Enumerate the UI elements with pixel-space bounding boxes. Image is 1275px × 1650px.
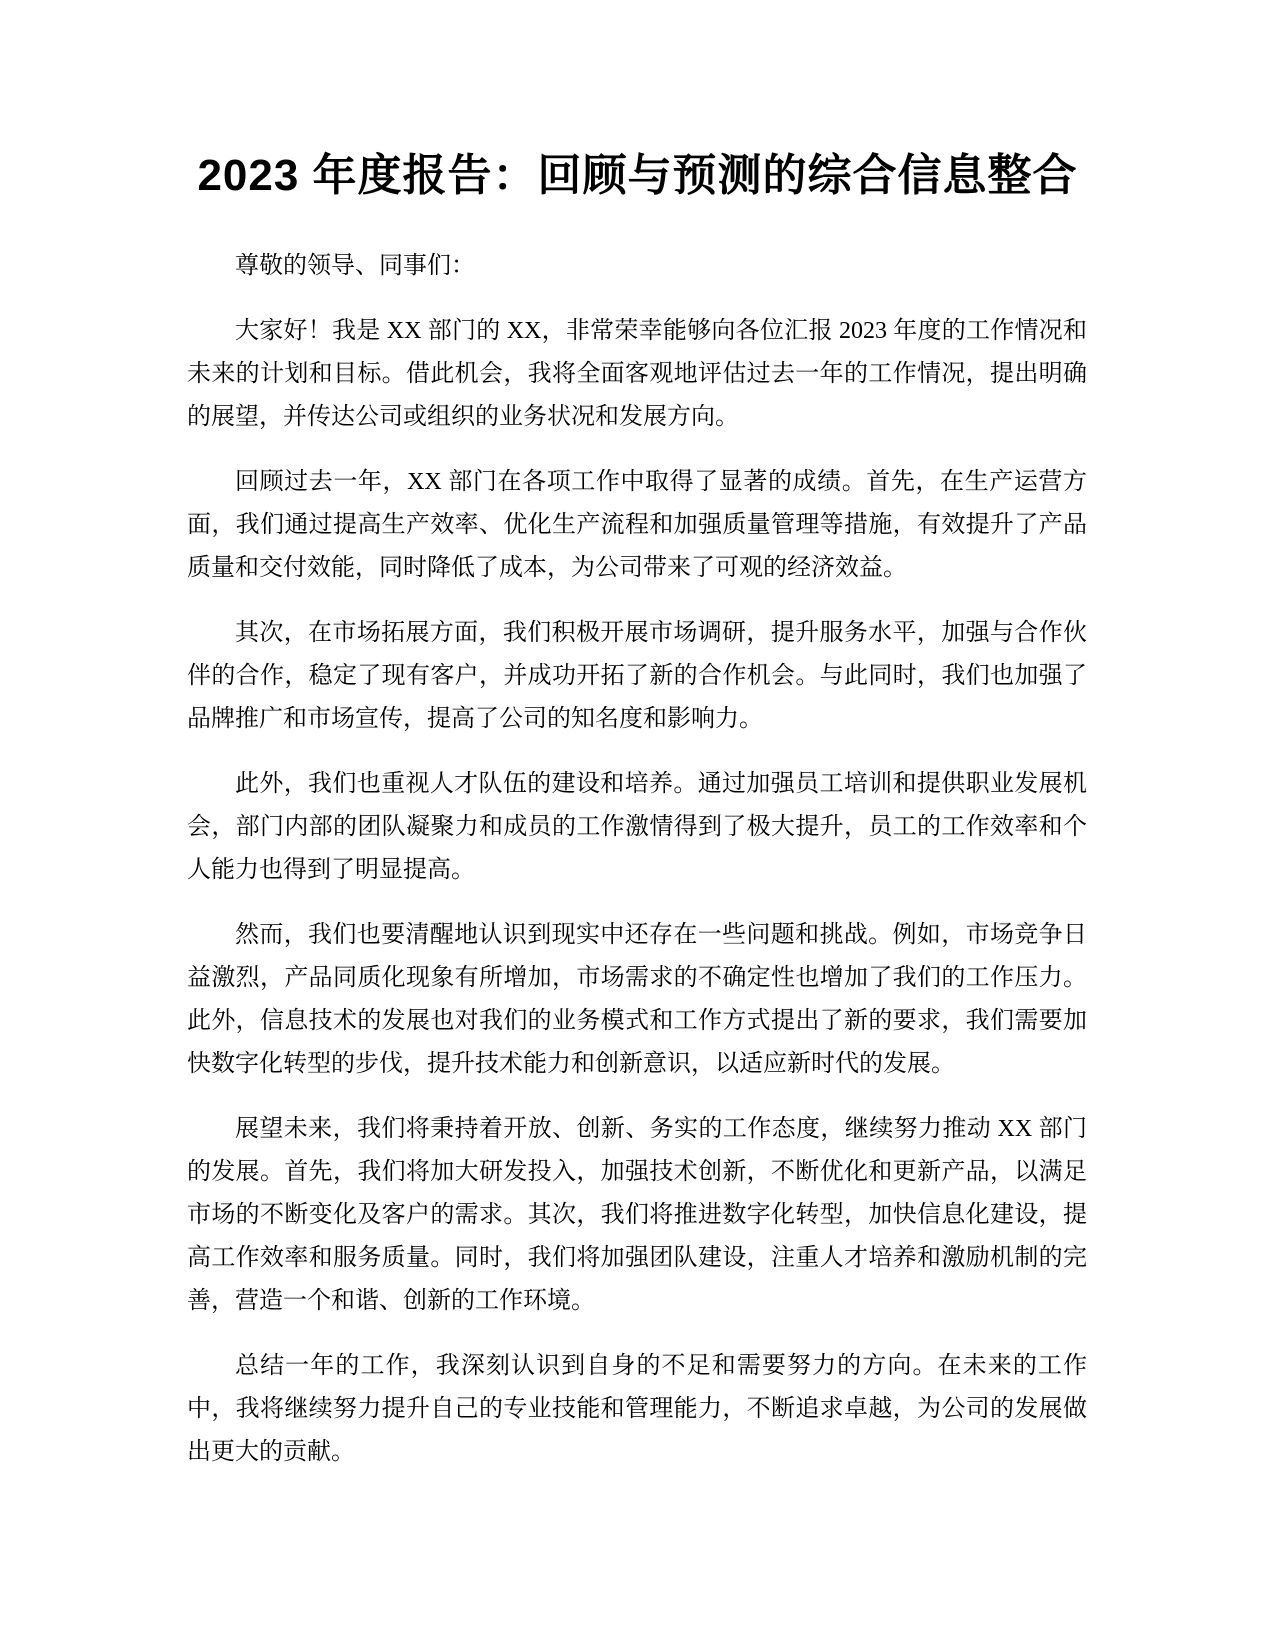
paragraph: 然而，我们也要清醒地认识到现实中还存在一些问题和挑战。例如，市场竞争日益激烈，产品同质化现象有所增加，市场需求的不确定性也增加了我们的工作压力。此外，信息技术的发展也对我们的业务模式和工作方式提出了新的要求，我们需要加快数字化转型的步伐，提升技术能力和创新意识，以适应新时代的发展。 (187, 922, 1087, 1077)
paragraph: 回顾过去一年，XX 部门在各项工作中取得了显著的成绩。首先，在生产运营方面，我们通过提高生产效率、优化生产流程和加强质量管理等措施，有效提升了产品质量和交付效能，同时降低了成本，为公司带来了可观的经济效益。 (187, 469, 1087, 581)
greeting: 尊敬的领导、同事们： (235, 253, 475, 279)
document-body (187, 245, 1087, 1496)
paragraph: 其次，在市场拓展方面，我们积极开展市场调研，提升服务水平，加强与合作伙伴的合作，稳定了现有客户，并成功开拓了新的合作机会。与此同时，我们也加强了品牌推广和市场宣传，提高了公司的知名度和影响力。 (187, 620, 1087, 732)
paragraph: 此外，我们也重视人才队伍的建设和培养。通过加强员工培训和提供职业发展机会，部门内部的团队凝聚力和成员的工作激情得到了极大提升，员工的工作效率和个人能力也得到了明显提高。 (187, 771, 1087, 883)
paragraph: 大家好！我是 XX 部门的 XX，非常荣幸能够向各位汇报 2023 年度的工作情况和未来的计划和目标。借此机会，我将全面客观地评估过去一年的工作情况，提出明确的展望，并传达公司或组织的业务状况和发展方向。 (187, 318, 1087, 430)
paragraph: 总结一年的工作，我深刻认识到自身的不足和需要努力的方向。在未来的工作中，我将继续努力提升自己的专业技能和管理能力，不断追求卓越，为公司的发展做出更大的贡献。 (187, 1353, 1087, 1465)
document-title: 2023 年度报告：回顾与预测的综合信息整合 (197, 151, 1078, 200)
paragraph: 展望未来，我们将秉持着开放、创新、务实的工作态度，继续努力推动 XX 部门的发展。首先，我们将加大研发投入，加强技术创新，不断优化和更新产品，以满足市场的不断变化及客户的需求。其次，我们将推进数字化转型，加快信息化建设，提高工作效率和服务质量。同时，我们将加强团队建设，注重人才培养和激励机制的完善，营造一个和谐、创新的工作环境。 (187, 1116, 1087, 1314)
